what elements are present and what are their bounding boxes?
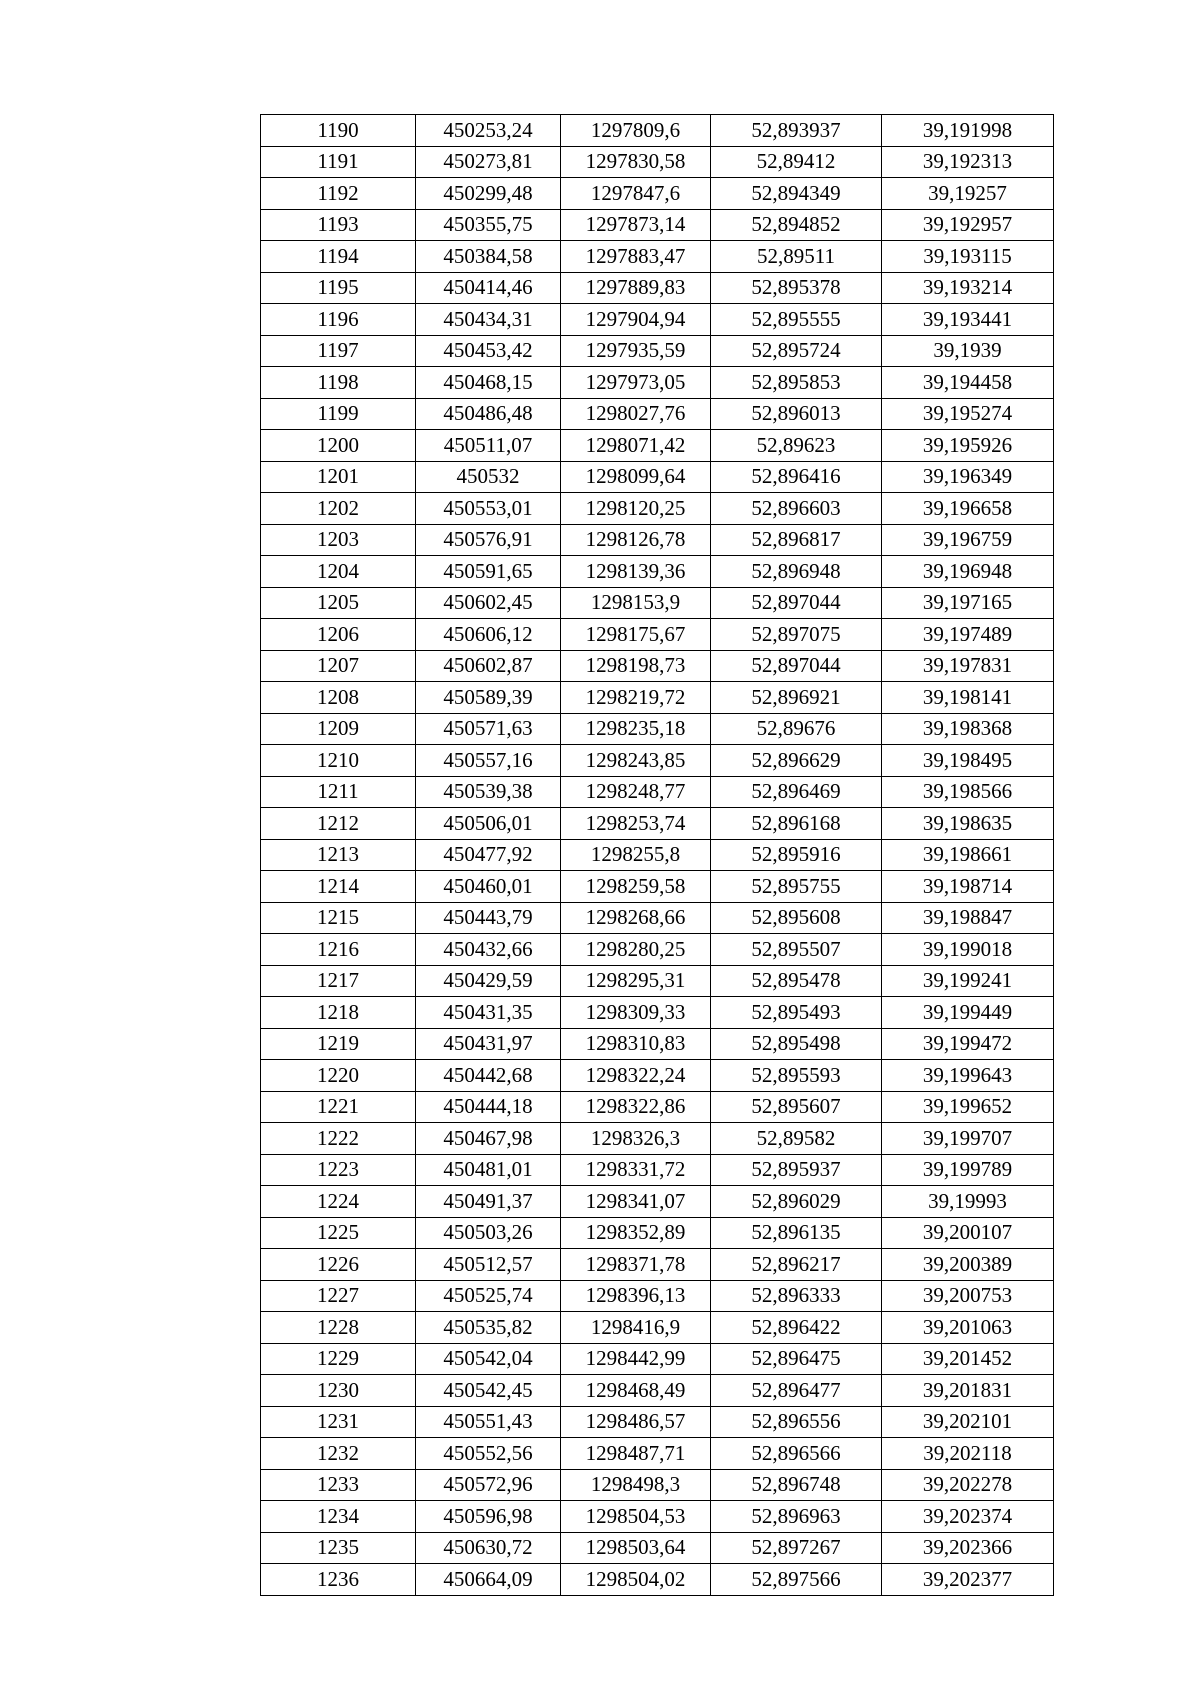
x-coordinate-cell: 450539,38 <box>416 776 561 808</box>
point-number-cell: 1195 <box>261 272 416 304</box>
x-coordinate-cell: 450664,09 <box>416 1564 561 1596</box>
y-coordinate-cell: 1298504,02 <box>561 1564 711 1596</box>
latitude-cell: 52,897267 <box>711 1532 882 1564</box>
longitude-cell: 39,202101 <box>882 1406 1054 1438</box>
x-coordinate-cell: 450442,68 <box>416 1060 561 1092</box>
longitude-cell: 39,199789 <box>882 1154 1054 1186</box>
latitude-cell: 52,896168 <box>711 808 882 840</box>
point-number-cell: 1233 <box>261 1469 416 1501</box>
longitude-cell: 39,195274 <box>882 398 1054 430</box>
latitude-cell: 52,895498 <box>711 1028 882 1060</box>
table-row <box>261 272 1054 304</box>
y-coordinate-cell: 1298416,9 <box>561 1312 711 1344</box>
point-number-cell: 1215 <box>261 902 416 934</box>
y-coordinate-cell: 1298243,85 <box>561 745 711 777</box>
latitude-cell: 52,89582 <box>711 1123 882 1155</box>
table-row <box>261 241 1054 273</box>
table-row <box>261 430 1054 462</box>
point-number-cell: 1231 <box>261 1406 416 1438</box>
y-coordinate-cell: 1297847,6 <box>561 178 711 210</box>
y-coordinate-cell: 1298326,3 <box>561 1123 711 1155</box>
x-coordinate-cell: 450525,74 <box>416 1280 561 1312</box>
longitude-cell: 39,199652 <box>882 1091 1054 1123</box>
point-number-cell: 1205 <box>261 587 416 619</box>
y-coordinate-cell: 1297873,14 <box>561 209 711 241</box>
y-coordinate-cell: 1298309,33 <box>561 997 711 1029</box>
table-row <box>261 1123 1054 1155</box>
longitude-cell: 39,197489 <box>882 619 1054 651</box>
x-coordinate-cell: 450535,82 <box>416 1312 561 1344</box>
point-number-cell: 1193 <box>261 209 416 241</box>
point-number-cell: 1201 <box>261 461 416 493</box>
point-number-cell: 1225 <box>261 1217 416 1249</box>
x-coordinate-cell: 450511,07 <box>416 430 561 462</box>
longitude-cell: 39,202118 <box>882 1438 1054 1470</box>
y-coordinate-cell: 1298504,53 <box>561 1501 711 1533</box>
point-number-cell: 1214 <box>261 871 416 903</box>
longitude-cell: 39,202278 <box>882 1469 1054 1501</box>
point-number-cell: 1197 <box>261 335 416 367</box>
coordinates-table-body <box>261 115 1054 1596</box>
y-coordinate-cell: 1297883,47 <box>561 241 711 273</box>
y-coordinate-cell: 1298255,8 <box>561 839 711 871</box>
x-coordinate-cell: 450477,92 <box>416 839 561 871</box>
x-coordinate-cell: 450512,57 <box>416 1249 561 1281</box>
x-coordinate-cell: 450571,63 <box>416 713 561 745</box>
y-coordinate-cell: 1298322,86 <box>561 1091 711 1123</box>
point-number-cell: 1196 <box>261 304 416 336</box>
table-row <box>261 524 1054 556</box>
table-row <box>261 1469 1054 1501</box>
y-coordinate-cell: 1298486,57 <box>561 1406 711 1438</box>
table-row <box>261 1249 1054 1281</box>
latitude-cell: 52,897566 <box>711 1564 882 1596</box>
table-row <box>261 367 1054 399</box>
longitude-cell: 39,193441 <box>882 304 1054 336</box>
longitude-cell: 39,200753 <box>882 1280 1054 1312</box>
point-number-cell: 1224 <box>261 1186 416 1218</box>
point-number-cell: 1222 <box>261 1123 416 1155</box>
y-coordinate-cell: 1297809,6 <box>561 115 711 147</box>
y-coordinate-cell: 1298153,9 <box>561 587 711 619</box>
point-number-cell: 1234 <box>261 1501 416 1533</box>
longitude-cell: 39,196658 <box>882 493 1054 525</box>
point-number-cell: 1199 <box>261 398 416 430</box>
x-coordinate-cell: 450444,18 <box>416 1091 561 1123</box>
x-coordinate-cell: 450431,97 <box>416 1028 561 1060</box>
latitude-cell: 52,896963 <box>711 1501 882 1533</box>
y-coordinate-cell: 1298341,07 <box>561 1186 711 1218</box>
table-row <box>261 556 1054 588</box>
longitude-cell: 39,192957 <box>882 209 1054 241</box>
y-coordinate-cell: 1298253,74 <box>561 808 711 840</box>
longitude-cell: 39,19257 <box>882 178 1054 210</box>
latitude-cell: 52,896817 <box>711 524 882 556</box>
latitude-cell: 52,895608 <box>711 902 882 934</box>
y-coordinate-cell: 1298498,3 <box>561 1469 711 1501</box>
x-coordinate-cell: 450460,01 <box>416 871 561 903</box>
table-row <box>261 1564 1054 1596</box>
y-coordinate-cell: 1298396,13 <box>561 1280 711 1312</box>
table-row <box>261 1028 1054 1060</box>
x-coordinate-cell: 450557,16 <box>416 745 561 777</box>
y-coordinate-cell: 1298120,25 <box>561 493 711 525</box>
table-row <box>261 587 1054 619</box>
point-number-cell: 1229 <box>261 1343 416 1375</box>
table-row <box>261 808 1054 840</box>
longitude-cell: 39,199449 <box>882 997 1054 1029</box>
table-row <box>261 745 1054 777</box>
longitude-cell: 39,1939 <box>882 335 1054 367</box>
point-number-cell: 1217 <box>261 965 416 997</box>
y-coordinate-cell: 1298126,78 <box>561 524 711 556</box>
x-coordinate-cell: 450606,12 <box>416 619 561 651</box>
y-coordinate-cell: 1298235,18 <box>561 713 711 745</box>
latitude-cell: 52,896475 <box>711 1343 882 1375</box>
x-coordinate-cell: 450253,24 <box>416 115 561 147</box>
table-row <box>261 713 1054 745</box>
y-coordinate-cell: 1298175,67 <box>561 619 711 651</box>
table-row <box>261 650 1054 682</box>
point-number-cell: 1211 <box>261 776 416 808</box>
longitude-cell: 39,19993 <box>882 1186 1054 1218</box>
table-row <box>261 1186 1054 1218</box>
y-coordinate-cell: 1298331,72 <box>561 1154 711 1186</box>
latitude-cell: 52,896948 <box>711 556 882 588</box>
y-coordinate-cell: 1297904,94 <box>561 304 711 336</box>
y-coordinate-cell: 1298280,25 <box>561 934 711 966</box>
point-number-cell: 1190 <box>261 115 416 147</box>
point-number-cell: 1209 <box>261 713 416 745</box>
table-row <box>261 1532 1054 1564</box>
y-coordinate-cell: 1298259,58 <box>561 871 711 903</box>
x-coordinate-cell: 450553,01 <box>416 493 561 525</box>
x-coordinate-cell: 450453,42 <box>416 335 561 367</box>
point-number-cell: 1228 <box>261 1312 416 1344</box>
point-number-cell: 1192 <box>261 178 416 210</box>
x-coordinate-cell: 450443,79 <box>416 902 561 934</box>
longitude-cell: 39,191998 <box>882 115 1054 147</box>
latitude-cell: 52,896469 <box>711 776 882 808</box>
longitude-cell: 39,202374 <box>882 1501 1054 1533</box>
point-number-cell: 1221 <box>261 1091 416 1123</box>
latitude-cell: 52,896135 <box>711 1217 882 1249</box>
table-row <box>261 1091 1054 1123</box>
x-coordinate-cell: 450431,35 <box>416 997 561 1029</box>
table-row <box>261 619 1054 651</box>
longitude-cell: 39,193214 <box>882 272 1054 304</box>
point-number-cell: 1227 <box>261 1280 416 1312</box>
longitude-cell: 39,199472 <box>882 1028 1054 1060</box>
x-coordinate-cell: 450532 <box>416 461 561 493</box>
x-coordinate-cell: 450602,45 <box>416 587 561 619</box>
x-coordinate-cell: 450384,58 <box>416 241 561 273</box>
y-coordinate-cell: 1298442,99 <box>561 1343 711 1375</box>
point-number-cell: 1213 <box>261 839 416 871</box>
latitude-cell: 52,89412 <box>711 146 882 178</box>
point-number-cell: 1204 <box>261 556 416 588</box>
point-number-cell: 1210 <box>261 745 416 777</box>
x-coordinate-cell: 450432,66 <box>416 934 561 966</box>
table-row <box>261 934 1054 966</box>
y-coordinate-cell: 1297935,59 <box>561 335 711 367</box>
x-coordinate-cell: 450299,48 <box>416 178 561 210</box>
table-row <box>261 1438 1054 1470</box>
y-coordinate-cell: 1298027,76 <box>561 398 711 430</box>
point-number-cell: 1235 <box>261 1532 416 1564</box>
y-coordinate-cell: 1298268,66 <box>561 902 711 934</box>
point-number-cell: 1200 <box>261 430 416 462</box>
latitude-cell: 52,896217 <box>711 1249 882 1281</box>
longitude-cell: 39,199241 <box>882 965 1054 997</box>
x-coordinate-cell: 450542,04 <box>416 1343 561 1375</box>
table-row <box>261 1217 1054 1249</box>
table-row <box>261 871 1054 903</box>
longitude-cell: 39,198495 <box>882 745 1054 777</box>
table-row <box>261 965 1054 997</box>
table-row <box>261 304 1054 336</box>
point-number-cell: 1216 <box>261 934 416 966</box>
y-coordinate-cell: 1298310,83 <box>561 1028 711 1060</box>
latitude-cell: 52,895378 <box>711 272 882 304</box>
y-coordinate-cell: 1298139,36 <box>561 556 711 588</box>
y-coordinate-cell: 1298219,72 <box>561 682 711 714</box>
point-number-cell: 1191 <box>261 146 416 178</box>
longitude-cell: 39,202377 <box>882 1564 1054 1596</box>
latitude-cell: 52,896921 <box>711 682 882 714</box>
latitude-cell: 52,895916 <box>711 839 882 871</box>
longitude-cell: 39,200389 <box>882 1249 1054 1281</box>
point-number-cell: 1206 <box>261 619 416 651</box>
x-coordinate-cell: 450468,15 <box>416 367 561 399</box>
point-number-cell: 1226 <box>261 1249 416 1281</box>
x-coordinate-cell: 450429,59 <box>416 965 561 997</box>
y-coordinate-cell: 1298487,71 <box>561 1438 711 1470</box>
latitude-cell: 52,896416 <box>711 461 882 493</box>
longitude-cell: 39,197165 <box>882 587 1054 619</box>
point-number-cell: 1218 <box>261 997 416 1029</box>
point-number-cell: 1202 <box>261 493 416 525</box>
longitude-cell: 39,193115 <box>882 241 1054 273</box>
latitude-cell: 52,895607 <box>711 1091 882 1123</box>
y-coordinate-cell: 1298352,89 <box>561 1217 711 1249</box>
x-coordinate-cell: 450552,56 <box>416 1438 561 1470</box>
latitude-cell: 52,895507 <box>711 934 882 966</box>
longitude-cell: 39,196349 <box>882 461 1054 493</box>
longitude-cell: 39,196948 <box>882 556 1054 588</box>
latitude-cell: 52,897075 <box>711 619 882 651</box>
longitude-cell: 39,199018 <box>882 934 1054 966</box>
point-number-cell: 1203 <box>261 524 416 556</box>
y-coordinate-cell: 1298295,31 <box>561 965 711 997</box>
y-coordinate-cell: 1297973,05 <box>561 367 711 399</box>
latitude-cell: 52,89676 <box>711 713 882 745</box>
latitude-cell: 52,89511 <box>711 241 882 273</box>
point-number-cell: 1194 <box>261 241 416 273</box>
longitude-cell: 39,198661 <box>882 839 1054 871</box>
latitude-cell: 52,897044 <box>711 650 882 682</box>
y-coordinate-cell: 1298198,73 <box>561 650 711 682</box>
table-row <box>261 1312 1054 1344</box>
point-number-cell: 1230 <box>261 1375 416 1407</box>
point-number-cell: 1223 <box>261 1154 416 1186</box>
table-row <box>261 997 1054 1029</box>
latitude-cell: 52,895724 <box>711 335 882 367</box>
longitude-cell: 39,197831 <box>882 650 1054 682</box>
longitude-cell: 39,199707 <box>882 1123 1054 1155</box>
longitude-cell: 39,195926 <box>882 430 1054 462</box>
x-coordinate-cell: 450589,39 <box>416 682 561 714</box>
point-number-cell: 1232 <box>261 1438 416 1470</box>
table-row <box>261 682 1054 714</box>
y-coordinate-cell: 1297830,58 <box>561 146 711 178</box>
latitude-cell: 52,896422 <box>711 1312 882 1344</box>
latitude-cell: 52,896603 <box>711 493 882 525</box>
table-row <box>261 1154 1054 1186</box>
latitude-cell: 52,895755 <box>711 871 882 903</box>
table-row <box>261 335 1054 367</box>
latitude-cell: 52,896029 <box>711 1186 882 1218</box>
latitude-cell: 52,895555 <box>711 304 882 336</box>
x-coordinate-cell: 450467,98 <box>416 1123 561 1155</box>
latitude-cell: 52,894349 <box>711 178 882 210</box>
longitude-cell: 39,194458 <box>882 367 1054 399</box>
longitude-cell: 39,198847 <box>882 902 1054 934</box>
latitude-cell: 52,895493 <box>711 997 882 1029</box>
longitude-cell: 39,198566 <box>882 776 1054 808</box>
longitude-cell: 39,196759 <box>882 524 1054 556</box>
table-row <box>261 398 1054 430</box>
y-coordinate-cell: 1298503,64 <box>561 1532 711 1564</box>
latitude-cell: 52,894852 <box>711 209 882 241</box>
point-number-cell: 1219 <box>261 1028 416 1060</box>
x-coordinate-cell: 450596,98 <box>416 1501 561 1533</box>
longitude-cell: 39,201452 <box>882 1343 1054 1375</box>
table-row <box>261 115 1054 147</box>
point-number-cell: 1207 <box>261 650 416 682</box>
y-coordinate-cell: 1298071,42 <box>561 430 711 462</box>
point-number-cell: 1220 <box>261 1060 416 1092</box>
y-coordinate-cell: 1298248,77 <box>561 776 711 808</box>
y-coordinate-cell: 1298322,24 <box>561 1060 711 1092</box>
x-coordinate-cell: 450491,37 <box>416 1186 561 1218</box>
latitude-cell: 52,89623 <box>711 430 882 462</box>
table-row <box>261 461 1054 493</box>
coordinates-table <box>260 114 1054 1596</box>
point-number-cell: 1198 <box>261 367 416 399</box>
longitude-cell: 39,202366 <box>882 1532 1054 1564</box>
latitude-cell: 52,895478 <box>711 965 882 997</box>
table-row <box>261 839 1054 871</box>
table-row <box>261 209 1054 241</box>
longitude-cell: 39,198635 <box>882 808 1054 840</box>
longitude-cell: 39,198141 <box>882 682 1054 714</box>
point-number-cell: 1208 <box>261 682 416 714</box>
y-coordinate-cell: 1298099,64 <box>561 461 711 493</box>
latitude-cell: 52,897044 <box>711 587 882 619</box>
longitude-cell: 39,198714 <box>882 871 1054 903</box>
x-coordinate-cell: 450542,45 <box>416 1375 561 1407</box>
x-coordinate-cell: 450576,91 <box>416 524 561 556</box>
longitude-cell: 39,192313 <box>882 146 1054 178</box>
y-coordinate-cell: 1298371,78 <box>561 1249 711 1281</box>
table-row <box>261 776 1054 808</box>
table-row <box>261 493 1054 525</box>
latitude-cell: 52,895593 <box>711 1060 882 1092</box>
x-coordinate-cell: 450273,81 <box>416 146 561 178</box>
longitude-cell: 39,201831 <box>882 1375 1054 1407</box>
longitude-cell: 39,199643 <box>882 1060 1054 1092</box>
x-coordinate-cell: 450434,31 <box>416 304 561 336</box>
table-row <box>261 1280 1054 1312</box>
latitude-cell: 52,895937 <box>711 1154 882 1186</box>
latitude-cell: 52,896333 <box>711 1280 882 1312</box>
latitude-cell: 52,896566 <box>711 1438 882 1470</box>
x-coordinate-cell: 450602,87 <box>416 650 561 682</box>
x-coordinate-cell: 450486,48 <box>416 398 561 430</box>
y-coordinate-cell: 1297889,83 <box>561 272 711 304</box>
table-row <box>261 902 1054 934</box>
latitude-cell: 52,896477 <box>711 1375 882 1407</box>
latitude-cell: 52,893937 <box>711 115 882 147</box>
y-coordinate-cell: 1298468,49 <box>561 1375 711 1407</box>
x-coordinate-cell: 450503,26 <box>416 1217 561 1249</box>
point-number-cell: 1212 <box>261 808 416 840</box>
table-row <box>261 1343 1054 1375</box>
point-number-cell: 1236 <box>261 1564 416 1596</box>
x-coordinate-cell: 450551,43 <box>416 1406 561 1438</box>
x-coordinate-cell: 450630,72 <box>416 1532 561 1564</box>
x-coordinate-cell: 450506,01 <box>416 808 561 840</box>
longitude-cell: 39,201063 <box>882 1312 1054 1344</box>
longitude-cell: 39,198368 <box>882 713 1054 745</box>
x-coordinate-cell: 450414,46 <box>416 272 561 304</box>
latitude-cell: 52,895853 <box>711 367 882 399</box>
table-row <box>261 178 1054 210</box>
table-row <box>261 1501 1054 1533</box>
table-row <box>261 1375 1054 1407</box>
x-coordinate-cell: 450591,65 <box>416 556 561 588</box>
x-coordinate-cell: 450355,75 <box>416 209 561 241</box>
longitude-cell: 39,200107 <box>882 1217 1054 1249</box>
latitude-cell: 52,896013 <box>711 398 882 430</box>
table-row <box>261 1406 1054 1438</box>
latitude-cell: 52,896629 <box>711 745 882 777</box>
latitude-cell: 52,896748 <box>711 1469 882 1501</box>
x-coordinate-cell: 450572,96 <box>416 1469 561 1501</box>
latitude-cell: 52,896556 <box>711 1406 882 1438</box>
table-row <box>261 1060 1054 1092</box>
table-row <box>261 146 1054 178</box>
x-coordinate-cell: 450481,01 <box>416 1154 561 1186</box>
